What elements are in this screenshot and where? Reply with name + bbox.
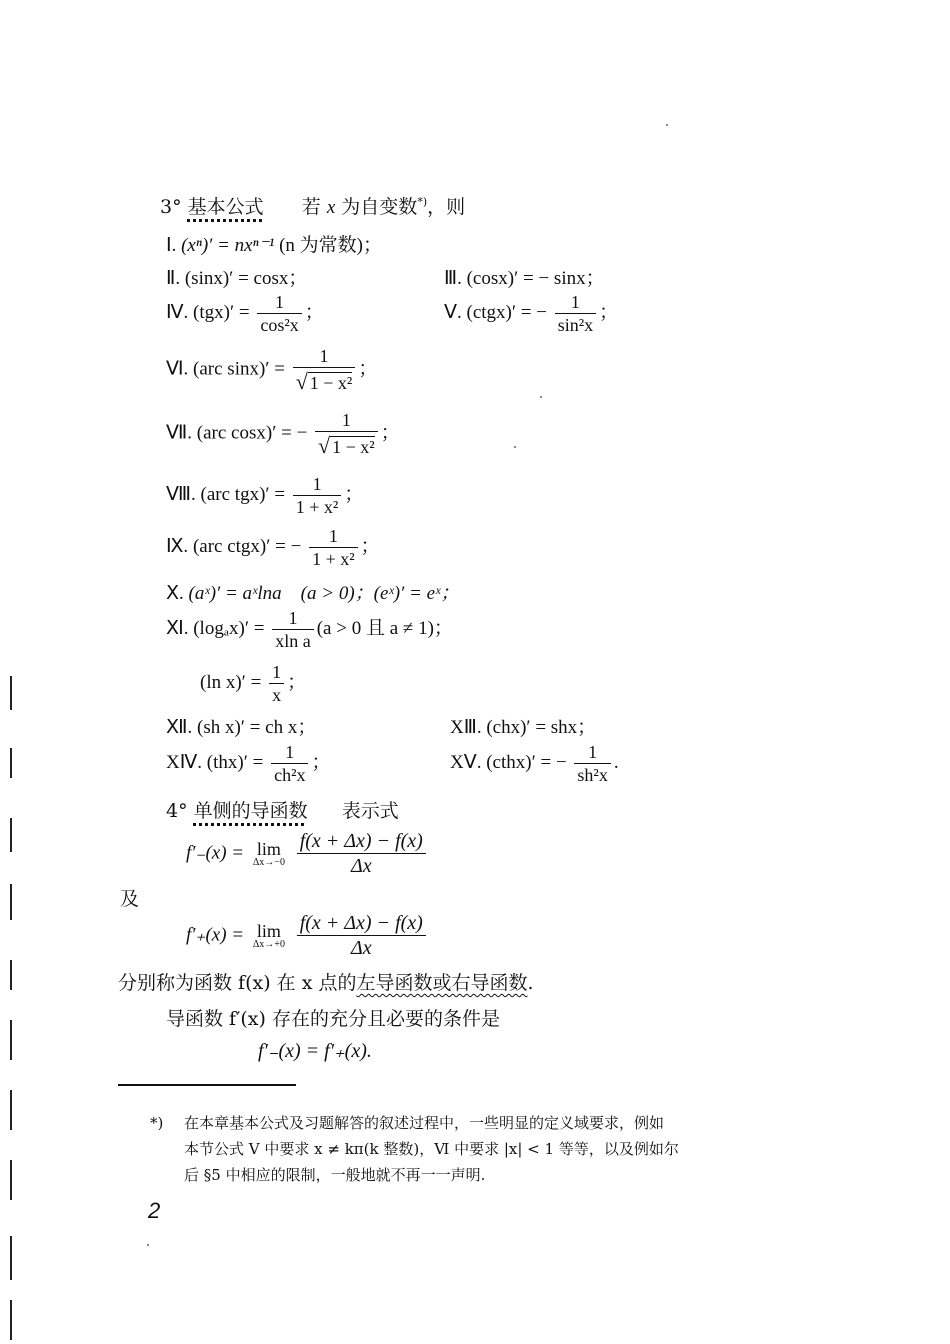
formula-label: Ⅸ. bbox=[166, 536, 189, 558]
formula-lhs: (arc ctgx)′ = − bbox=[192, 536, 302, 558]
formula-lhs: (arc cosx)′ = − bbox=[196, 422, 308, 444]
formula-body: (cosx)′ = − sinx； bbox=[466, 268, 605, 289]
formula-label: Ⅵ. bbox=[166, 358, 189, 380]
scan-edge-mark bbox=[10, 818, 12, 852]
formula-end: (a > 0 且 a ≠ 1)； bbox=[316, 618, 453, 640]
section-4-heading bbox=[166, 796, 399, 823]
scan-edge-mark bbox=[10, 884, 12, 920]
formula-label: Ⅴ. bbox=[444, 302, 462, 324]
formula-end: ； bbox=[311, 752, 331, 774]
numerator: f(x + Δx) − f(x) bbox=[299, 912, 423, 934]
formula-11b bbox=[200, 662, 306, 705]
denominator: x bbox=[269, 683, 284, 706]
formula-label: Ⅲ. bbox=[444, 268, 462, 289]
formula-label: Ⅶ. bbox=[166, 422, 193, 444]
formula-11 bbox=[166, 608, 453, 651]
fraction bbox=[293, 346, 356, 394]
fraction bbox=[269, 662, 284, 705]
formula-label: Ⅳ. bbox=[166, 302, 189, 324]
formula-body: (sh x)′ = ch x； bbox=[197, 717, 317, 738]
left-derivative-formula bbox=[186, 830, 429, 878]
formula-end: ； bbox=[287, 672, 307, 694]
condition-equation bbox=[258, 1038, 372, 1063]
formula-9 bbox=[166, 526, 380, 569]
intro-text-2: 为自变数 bbox=[341, 196, 418, 218]
definition-text: 分别称为函数 f(x) 在 x 点的 bbox=[118, 972, 357, 994]
denominator: sh²x bbox=[574, 763, 610, 786]
formula-label: XⅢ. bbox=[450, 717, 482, 738]
intro-text: 若 bbox=[301, 196, 321, 218]
formula-end: ； bbox=[358, 358, 378, 380]
formula-2 bbox=[166, 263, 307, 290]
footnote-mark: *) bbox=[150, 1114, 164, 1132]
formula-label: Ⅹ. bbox=[166, 583, 184, 604]
formula-lhs: (thx)′ = bbox=[206, 752, 264, 774]
scan-edge-mark bbox=[10, 1020, 12, 1060]
definition-sentence bbox=[118, 968, 534, 995]
lim-subscript: Δx→+0 bbox=[252, 939, 285, 950]
formula-body: (aˣ)′ = aˣlna (a > 0)；(eˣ)′ = eˣ； bbox=[188, 583, 460, 604]
formula-end: ； bbox=[304, 302, 324, 324]
radicand: 1 − x² bbox=[309, 372, 353, 393]
footnote-ref: *) bbox=[417, 195, 428, 209]
sqrt-sign: √ bbox=[295, 368, 308, 394]
formula-7 bbox=[166, 410, 400, 458]
formula-end: ； bbox=[344, 484, 364, 506]
numerator: 1 bbox=[288, 608, 298, 628]
formula-body: (chx)′ = shx； bbox=[486, 717, 597, 738]
formula-end: ； bbox=[599, 302, 619, 324]
fraction bbox=[293, 474, 342, 517]
formula-label: Ⅷ. bbox=[166, 484, 196, 506]
scan-speck bbox=[540, 396, 542, 398]
formula-lhs: (logₐx)′ = bbox=[193, 618, 265, 640]
formula-label: XⅤ. bbox=[450, 752, 482, 774]
limit bbox=[253, 922, 285, 950]
page-number: 2 bbox=[148, 1198, 161, 1223]
limit bbox=[253, 840, 285, 868]
section-number: 3° bbox=[160, 196, 182, 218]
fraction bbox=[297, 830, 426, 878]
formula-label: XⅣ. bbox=[166, 752, 203, 774]
definition-end: . bbox=[527, 972, 534, 994]
footnote-divider bbox=[118, 1084, 296, 1086]
numerator: 1 bbox=[570, 292, 580, 312]
sqrt-sign: √ bbox=[318, 432, 331, 458]
fraction bbox=[309, 526, 358, 569]
formula-lhs: (arc tgx)′ = bbox=[200, 484, 286, 506]
formula-15 bbox=[450, 742, 619, 785]
formula-lhs: (tgx)′ = bbox=[193, 302, 250, 324]
formula-13 bbox=[450, 712, 596, 739]
formula-lhs: (arc sinx)′ = bbox=[193, 358, 285, 380]
formula-end: . bbox=[613, 752, 619, 774]
formula-8 bbox=[166, 474, 363, 517]
numerator: 1 bbox=[272, 662, 282, 682]
condition-sentence: 导函数 f′(x) 存在的充分且必要的条件是 bbox=[166, 1008, 500, 1030]
scan-speck bbox=[666, 124, 668, 126]
section-3-heading bbox=[160, 192, 465, 219]
numerator: 1 bbox=[275, 292, 285, 312]
footnote bbox=[150, 1110, 679, 1188]
denominator: Δx bbox=[297, 935, 426, 960]
numerator: 1 bbox=[588, 742, 598, 762]
equation: f′₋(x) = f′₊(x). bbox=[258, 1040, 372, 1062]
footnote-text: 在本章基本公式及习题解答的叙述过程中，一些明显的定义域要求，例如 bbox=[184, 1114, 665, 1132]
section-title: 单侧的导函数 bbox=[193, 800, 308, 822]
scan-edge-mark bbox=[10, 1236, 12, 1280]
section-subtitle: 表示式 bbox=[341, 800, 399, 822]
numerator: 1 bbox=[341, 410, 351, 430]
fraction bbox=[272, 608, 314, 651]
formula-body: (sinx)′ = cosx； bbox=[184, 268, 308, 289]
formula-end: ； bbox=[380, 422, 400, 444]
denominator bbox=[315, 431, 378, 458]
fraction bbox=[257, 292, 301, 335]
formula-label: Ⅱ. bbox=[166, 268, 181, 289]
formula-3 bbox=[444, 263, 605, 290]
scan-edge-mark bbox=[10, 676, 12, 710]
and-word: 及 bbox=[120, 888, 140, 910]
formula-lhs: f′₊(x) = bbox=[186, 924, 245, 946]
scan-edge-mark bbox=[10, 1300, 12, 1340]
denominator bbox=[293, 367, 356, 394]
lim-subscript: Δx→−0 bbox=[252, 857, 285, 868]
footnote-line-3: 后 §5 中相应的限制，一般地就不再一一声明. bbox=[184, 1166, 486, 1184]
denominator: sin²x bbox=[555, 313, 596, 336]
section-title: 基本公式 bbox=[187, 196, 264, 218]
denominator: xln a bbox=[272, 629, 314, 652]
formula-1 bbox=[166, 230, 382, 257]
formula-10 bbox=[166, 578, 459, 605]
formula-14 bbox=[166, 742, 330, 785]
fraction bbox=[297, 912, 426, 960]
radicand: 1 − x² bbox=[332, 436, 375, 457]
fraction bbox=[315, 410, 378, 458]
formula-lhs: (ctgx)′ = − bbox=[466, 302, 547, 324]
lim-word: lim bbox=[256, 839, 281, 859]
formula-label: Ⅻ. bbox=[166, 717, 193, 738]
formula-end: ； bbox=[360, 536, 380, 558]
fraction bbox=[555, 292, 596, 335]
lim-word: lim bbox=[256, 921, 281, 941]
formula-5 bbox=[444, 292, 618, 335]
section-number: 4° bbox=[166, 800, 188, 822]
numerator: 1 bbox=[319, 346, 329, 366]
numerator: 1 bbox=[328, 526, 338, 546]
denominator: cos²x bbox=[257, 313, 301, 336]
numerator: f(x + Δx) − f(x) bbox=[299, 830, 423, 852]
denominator: Δx bbox=[297, 853, 426, 878]
formula-body: (xⁿ)′ = nxⁿ⁻¹ bbox=[181, 235, 275, 256]
denominator: 1 + x² bbox=[293, 495, 342, 518]
footnote-line-1 bbox=[150, 1110, 679, 1136]
fraction bbox=[574, 742, 610, 785]
formula-note: (n 为常数)； bbox=[279, 235, 382, 256]
footnote-line-2: 本节公式 Ⅴ 中要求 x ≠ kπ(k 整数)，Ⅵ 中要求 |x| < 1 等等，以及例如尔 bbox=[184, 1140, 679, 1158]
scan-speck bbox=[147, 1244, 149, 1246]
scan-speck bbox=[514, 446, 516, 448]
formula-lhs: (ln x)′ = bbox=[200, 672, 262, 694]
numerator: 1 bbox=[312, 474, 322, 494]
scan-edge-mark bbox=[10, 748, 12, 778]
formula-4 bbox=[166, 292, 324, 335]
formula-label: Ⅰ. bbox=[166, 235, 177, 256]
scan-edge-mark bbox=[10, 1160, 12, 1200]
defined-term: 左导函数或右导函数 bbox=[356, 972, 528, 994]
formula-12 bbox=[166, 712, 316, 739]
scan-edge-mark bbox=[10, 960, 12, 990]
denominator: 1 + x² bbox=[309, 547, 358, 570]
formula-6 bbox=[166, 346, 377, 394]
denominator: ch²x bbox=[271, 763, 308, 786]
fraction bbox=[271, 742, 308, 785]
formula-lhs: (cthx)′ = − bbox=[486, 752, 567, 774]
intro-variable: x bbox=[326, 197, 336, 218]
formula-lhs: f′₋(x) = bbox=[186, 842, 245, 864]
numerator: 1 bbox=[285, 742, 295, 762]
formula-label: Ⅺ. bbox=[166, 618, 189, 640]
right-derivative-formula bbox=[186, 912, 429, 960]
scan-edge-mark bbox=[10, 1090, 12, 1130]
intro-end: ，则 bbox=[427, 196, 466, 218]
